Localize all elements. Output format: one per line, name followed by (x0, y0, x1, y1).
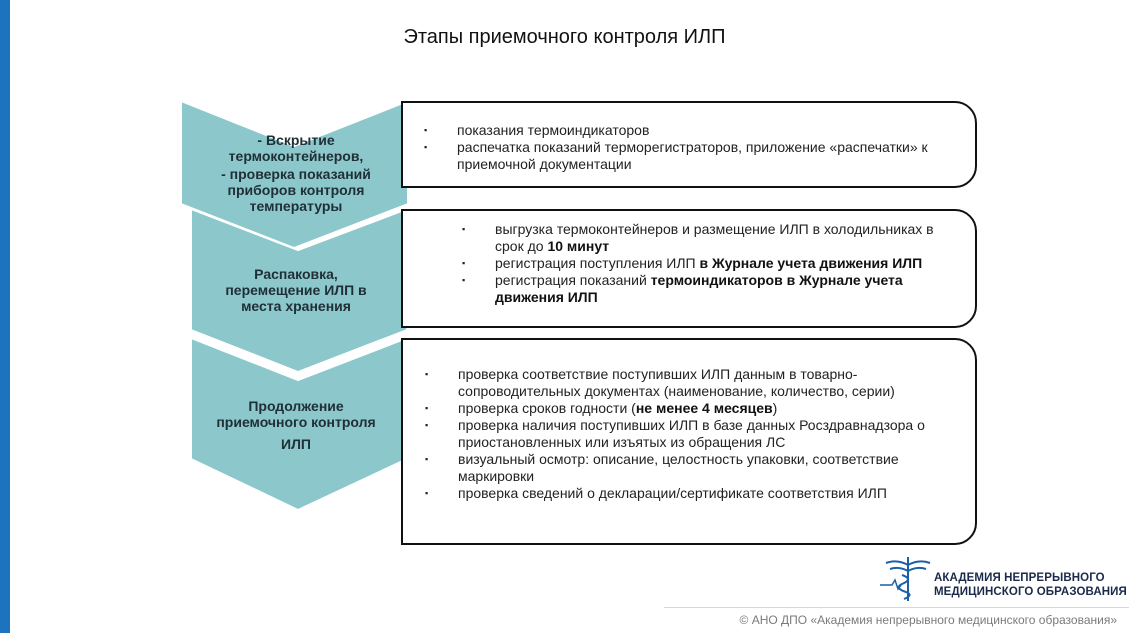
bullet-text: распечатка показаний терморегистраторов, приложение «распечатки» к приемочной документации (457, 139, 928, 172)
bullet-text: выгрузка термоконтейнеров и размещение ИЛП в холодильниках в срок до (495, 221, 934, 254)
stage-3-list (458, 366, 968, 502)
caduceus-icon (880, 557, 930, 601)
stage-1-label (196, 132, 396, 214)
detail-bullet (457, 139, 957, 173)
stage-2-list (495, 221, 955, 306)
stage-1-line: - проверка показаний (221, 166, 371, 182)
academy-name-line1: АКАДЕМИЯ НЕПРЕРЫВНОГО (934, 572, 1105, 584)
detail-bullet (457, 122, 957, 139)
bullet-text: показания термоиндикаторов (457, 122, 650, 138)
page-title: Этапы приемочного контроля ИЛП (403, 26, 726, 48)
bullet-text: ) (772, 400, 778, 416)
bullet-text: проверка сроков годности ( (458, 400, 636, 416)
bullet-text: регистрация поступления ИЛП (495, 255, 700, 271)
bullet-text: проверка наличия поступивших ИЛП в базе данных Росздравнадзора о приостановленных или изъятых из обращения ЛС (458, 417, 925, 450)
bullet-text: регистрация показаний (495, 272, 651, 288)
bullet-text: проверка соответствие поступивших ИЛП данным в товарно-сопроводительных документах (наименование, количество, серии) (458, 366, 895, 399)
academy-name (934, 571, 1127, 599)
footer-divider (664, 607, 1129, 608)
bullet-text: проверка сведений о декларации/сертификате соответствия ИЛП (458, 485, 887, 501)
bullet-text-bold: термоиндикаторов в Журнале учета движения ИЛП (495, 272, 903, 305)
stage-1-line: термоконтейнеров, (228, 148, 364, 164)
detail-bullet (458, 366, 968, 400)
stage-2-line: места хранения (241, 298, 351, 314)
copyright-footer: © АНО ДПО «Академия непрерывного медицинского образования» (739, 613, 1117, 627)
stage-3-line: Продолжение (248, 398, 344, 414)
stage-2-label (196, 266, 396, 314)
stage-1-line: температуры (249, 198, 343, 214)
stage-2-details (401, 209, 977, 328)
detail-bullet (458, 400, 968, 417)
detail-bullet (458, 485, 968, 502)
stage-1-line: приборов контроля (227, 182, 365, 198)
bullet-text-bold: в Журнале учета движения ИЛП (699, 255, 923, 271)
detail-bullet (495, 272, 955, 306)
stage-1-list (457, 122, 957, 173)
detail-bullet (458, 417, 968, 451)
stage-2-line: Распаковка, (254, 266, 338, 282)
stage-3-label (196, 398, 396, 452)
stage-3-line: ИЛП (281, 436, 311, 452)
stage-2-line: перемещение ИЛП в (225, 282, 367, 298)
detail-bullet (458, 451, 968, 485)
bullet-text-bold: 10 минут (547, 238, 610, 254)
stage-3-details (401, 338, 977, 545)
detail-bullet (495, 255, 955, 272)
stage-3-line: приемочного контроля (216, 414, 376, 430)
detail-bullet (495, 221, 955, 255)
stage-1-details (401, 101, 977, 188)
academy-name-line2: МЕДИЦИНСКОГО ОБРАЗОВАНИЯ (934, 586, 1127, 598)
bullet-text: визуальный осмотр: описание, целостность упаковки, соответствие маркировки (458, 451, 899, 484)
bullet-text-bold: не менее 4 месяцев (635, 400, 773, 416)
stage-1-line: - Вскрытие (257, 132, 335, 148)
